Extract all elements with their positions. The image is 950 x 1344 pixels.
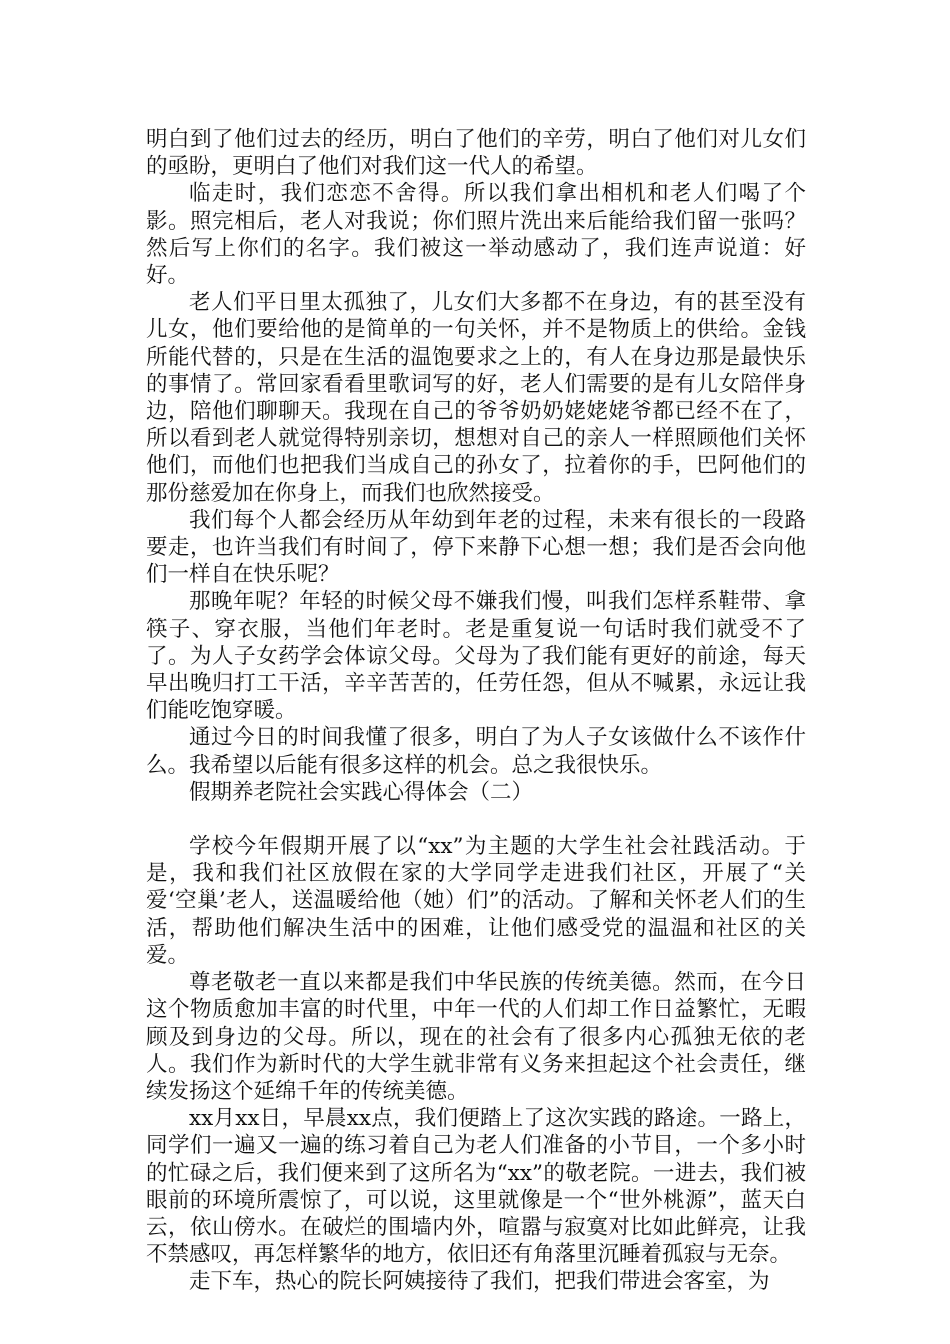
paragraph-parents: 那晚年呢？年轻的时候父母不嫌我们慢，叫我们怎样系鞋带、拿筷子、穿衣服，当他们年老时。老是重复说一句话时我们就受不了了。为人子女药学会体谅父母。父母为了我们能有更好的前途，每天早出晚归打工干活，辛辛苦苦的，任劳任怨，但从不喊累，永远让我们能吃饱穿暖。: [146, 589, 806, 724]
paragraph-activity-intro: 学校今年假期开展了以“xx”为主题的大学生社会社践活动。于是，我和我们社区放假在家的大学同学走进我们社区，开展了“关爱‘空巢’老人，送温暖给他（她）们”的活动。了解和关怀老人们的生活，帮助他们解决生活中的困难，让他们感受党的温温和社区的关爱。: [146, 834, 806, 968]
blank-line: [146, 806, 806, 833]
paragraph-lonely-elders: 老人们平日里太孤独了，儿女们大多都不在身边，有的甚至没有儿女，他们要给他的是简单的一句关怀，并不是物质上的供给。金钱所能代替的，只是在生活的温饱要求之上的，有人在身边那是最快乐的事情了。常回家看看里歌词写的好，老人们需要的是有儿女陪伴身边，陪他们聊聊天。我现在自己的爷爷奶奶姥姥姥爷都已经不在了，所以看到老人就觉得特别亲切，想想对自己的亲人一样照顾他们关怀他们，而他们也把我们当成自己的孙女了，拉着你的手，巴阿他们的那份慈爱加在你身上，而我们也欣然接受。: [146, 290, 806, 506]
paragraph-conclusion: 通过今日的时间我懂了很多，明白了为人子女该做什么不该作什么。我希望以后能有很多这样的机会。总之我很快乐。: [146, 725, 806, 778]
paragraph-journey: xx月xx日，早晨xx点，我们便踏上了这次实践的路途。一路上，同学们一遍又一遍的练习着自己为老人们准备的小节目，一个多小时的忙碌之后，我们便来到了这所名为“xx”的敬老院。一进去，我们被眼前的环境所震惊了，可以说，这里就像是一个“世外桃源”，蓝天白云，依山傍水。在破烂的围墙内外，喧嚣与寂寞对比如此鲜亮，让我不禁感叹，再怎样繁华的地方，依旧还有角落里沉睡着孤寂与无奈。: [146, 1106, 806, 1268]
paragraph-continuation: 明白到了他们过去的经历，明白了他们的辛劳，明白了他们对儿女们的亟盼，更明白了他们对我们这一代人的希望。: [146, 127, 806, 180]
document-page: [146, 126, 806, 1296]
paragraph-arrival: 走下车，热心的院长阿姨接待了我们，把我们带进会客室，为: [189, 1269, 770, 1295]
paragraph-tradition: 尊老敬老一直以来都是我们中华民族的传统美德。然而，在今日这个物质愈加丰富的时代里，中年一代的人们却工作日益繁忙，无暇顾及到身边的父母。所以，现在的社会有了很多内心孤独无依的老人。我们作为新时代的大学生就非常有义务来担起这个社会责任，继续发扬这个延绵千年的传统美德。: [146, 970, 806, 1104]
paragraph-growing-old: 我们每个人都会经历从年幼到年老的过程，未来有很长的一段路要走，也许当我们有时间了，停下来静下心想一想；我们是否会向他们一样自在快乐呢？: [146, 507, 806, 588]
paragraph-farewell-photo: 临走时，我们恋恋不舍得。所以我们拿出相机和老人们喝了个影。照完相后，老人对我说；你们照片洗出来后能给我们留一张吗？然后写上你们的名字。我们被这一举动感动了，我们连声说道：好好。: [146, 181, 806, 289]
section-heading: 假期养老院社会实践心得体会（二）: [189, 779, 534, 805]
